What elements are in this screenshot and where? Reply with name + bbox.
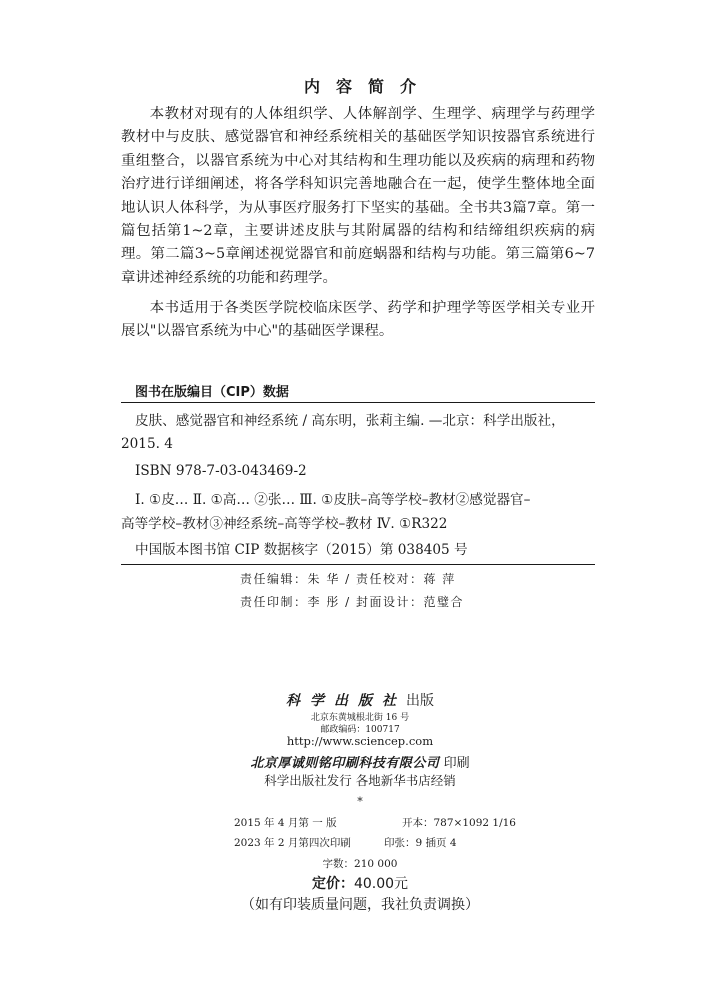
separator-star: * xyxy=(357,795,363,808)
spec-printing: 2023 年 2 月第四次印刷 xyxy=(234,837,351,849)
intro-paragraph-2-text: 本书适用于各类医学院校临床医学、药学和护理学等医学相关专业开展以"以器官系统为中心"的基础医学课程。 xyxy=(121,300,595,340)
cip-heading: 图书在版编目（CIP）数据 xyxy=(135,385,289,400)
cip-bottom-rule xyxy=(121,564,595,565)
cip-isbn: ISBN 978-7-03-043469-2 xyxy=(135,463,307,479)
cip-top-rule xyxy=(121,402,595,403)
publisher-suffix: 出版 xyxy=(406,693,434,709)
intro-paragraph-1 xyxy=(121,103,595,290)
quality-note: （如有印装质量问题，我社负责调换） xyxy=(241,897,479,913)
intro-paragraph-1-text: 本教材对现有的人体组织学、人体解剖学、生理学、病理学与药理学教材中与皮肤、感觉器官和神经系统相关的基础医学知识按器官系统进行重组整合，以器官系统为中心对其结构和生理功能以及疾病的病理和药物治疗进行详细阐述，将各学科知识完善地融合在一起，使学生整体地全面地认识人体科学，为从事医疗服务打下坚实的基础。全书共3篇7章。第一篇包括第1~2章，主要讲述皮肤与其附属器的结构和结缔组织疾病的病理。第二篇3~5章阐述视觉器官和前庭蜗器和结构与功能。第三篇第6~7章讲述神经系统的功能和药理学。 xyxy=(121,106,595,286)
publisher-zip: 邮政编码：100717 xyxy=(320,725,400,735)
price-line xyxy=(0,873,720,893)
cip-title-line: 皮肤、感觉器官和神经系统 / 高东明，张莉主编. —北京：科学出版社， xyxy=(135,413,565,429)
price-label: 定价： xyxy=(311,876,354,892)
price-value: 40.00元 xyxy=(353,876,409,892)
distribution-line: 科学出版社发行 各地新华书店经销 xyxy=(264,773,456,788)
intro-title: 内容简介 xyxy=(303,77,432,96)
spec-format: 开本：787×1092 1/16 xyxy=(402,817,516,829)
printer-name: 北京厚诚则铭印刷科技有限公司 xyxy=(250,756,440,771)
spec-edition: 2015 年 4 月第 一 版 xyxy=(234,817,337,829)
staff-editors: 责任编辑：朱 华 / 责任校对：蒋 萍 xyxy=(240,572,456,586)
cip-record-number: 中国版本图书馆 CIP 数据核字（2015）第 038405 号 xyxy=(135,542,468,558)
printer-suffix: 印刷 xyxy=(439,756,470,771)
spec-sheets: 印张：9 插页 4 xyxy=(384,837,457,849)
intro-paragraph-2 xyxy=(121,297,595,344)
cip-classification-1: Ⅰ. ①皮… Ⅱ. ①高… ②张… Ⅲ. ①皮肤–高等学校–教材②感觉器官– xyxy=(135,492,531,508)
publisher-address: 北京东黄城根北街 16 号 xyxy=(310,713,410,723)
publisher-logo: 科学出版社 xyxy=(286,693,406,709)
publisher-line xyxy=(0,690,720,710)
spec-row-1 xyxy=(234,815,564,830)
cip-classification-2: 高等学校–教材③神经系统–高等学校–教材 Ⅳ. ①R322 xyxy=(121,516,448,532)
publisher-url: http://www.sciencep.com xyxy=(286,734,434,748)
staff-production: 责任印制：李 彤 / 封面设计：范璧合 xyxy=(240,595,464,609)
spec-chars: 字数：210 000 xyxy=(322,858,398,870)
cip-date-line: 2015. 4 xyxy=(121,436,173,452)
printer-line xyxy=(0,752,720,771)
spec-row-2 xyxy=(234,835,564,850)
